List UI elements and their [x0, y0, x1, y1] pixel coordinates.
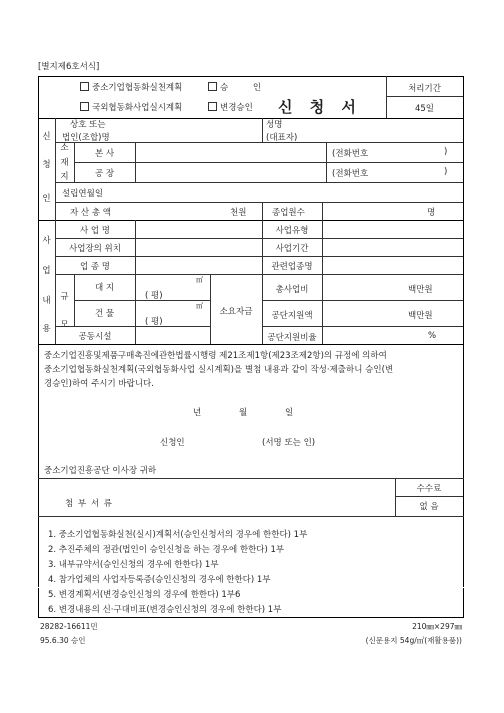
support-amount-label: 공단지원액 [271, 311, 313, 321]
row-line [38, 478, 464, 479]
site-location-label: 사업장의 위치 [69, 244, 121, 254]
project-name-label: 사 업 명 [79, 226, 111, 236]
company-name-label-2: 법인(조합)명 [62, 133, 110, 143]
date-month: 월 [239, 408, 248, 418]
scale-side-char: 모 [60, 320, 69, 330]
attachment-item: 6. 변경내용의 신·구대비표(변경승인신청의 경우에 한한다) 1부 [48, 605, 282, 615]
business-side-char: 사 [42, 236, 51, 246]
location-side-char: 지 [60, 172, 69, 182]
factory-label: 공 장 [94, 169, 115, 179]
date-year: 년 [193, 408, 202, 418]
business-side-char: 내 [42, 296, 51, 306]
statement-line: 중소기업협동화실천계획(국외협동화사업 실시계획)을 별첨 내용과 같이 작성·제출하니 승인(변 [44, 365, 394, 375]
checkbox-icon[interactable] [208, 102, 217, 111]
headquarters-label: 본 사 [94, 149, 115, 159]
total-cost-label: 총사업비 [275, 285, 309, 295]
attachment-item: 2. 추진주체의 정관(법인이 승인신청을 하는 경우에 한한다) 1부 [48, 545, 285, 555]
location-side-char: 소 [60, 143, 69, 153]
date-day: 일 [285, 408, 294, 418]
scale-side-char: 규 [60, 292, 69, 302]
employees-unit: 명 [427, 208, 436, 218]
row-line [55, 182, 463, 183]
fee-label: 수수료 [416, 484, 442, 494]
fee-value: 없 음 [419, 502, 439, 512]
section-divider [38, 220, 464, 221]
header-period-divider [386, 96, 463, 97]
phone-close-paren-2: ) [444, 167, 448, 177]
building-sqm-unit: ㎡ [196, 302, 203, 310]
land-pyeong: ( 평) [145, 291, 163, 301]
option-practice-plan[interactable]: 중소기업협동화실천계획 [80, 81, 182, 93]
form-code: 28282-16611민 [40, 622, 98, 631]
fee-inner-divider [395, 496, 463, 497]
row-line [38, 516, 464, 517]
form-title: 신 청 서 [278, 98, 362, 116]
industry-label: 업 종 명 [79, 262, 111, 272]
applicant-side-char: 청 [42, 160, 51, 170]
checkbox-icon[interactable] [208, 82, 217, 91]
total-cost-unit: 백만원 [408, 285, 433, 295]
addressee: 중소기업진흥공단 이사장 귀하 [44, 466, 157, 476]
row-line [55, 326, 210, 327]
option-overseas-plan[interactable]: 국외협동화사업실시계획 [80, 101, 182, 113]
outer-left-border-ext [38, 587, 39, 617]
row-line [262, 326, 463, 327]
row-line [74, 300, 210, 301]
row-line [55, 202, 463, 203]
frame-gap [38, 587, 464, 588]
approval-date: 95.6.30 승인 [40, 636, 86, 645]
business-side-char: 용 [42, 324, 51, 334]
support-ratio-unit: % [428, 331, 437, 341]
row-line [55, 256, 463, 257]
checkbox-icon[interactable] [80, 102, 89, 111]
capital-divider [262, 202, 263, 220]
row-line [55, 142, 463, 143]
support-ratio-label: 공단지원비율 [267, 333, 317, 343]
building-pyeong: ( 평) [145, 317, 163, 327]
land-label: 대 지 [94, 283, 115, 293]
required-funds-label: 소요자금 [219, 307, 253, 317]
employees-label: 종업원수 [272, 208, 305, 218]
row-line [262, 300, 463, 301]
processing-period-value: 45일 [414, 104, 435, 114]
signature-field[interactable]: (서명 또는 인) [262, 438, 316, 448]
processing-period-label: 처리기간 [408, 84, 441, 94]
phone-label-2: (전화번호 [332, 169, 369, 179]
representative-label-2: (대표자) [266, 133, 298, 143]
support-amount-unit: 백만원 [408, 311, 433, 321]
applicant-sign-label: 신청인 [160, 438, 185, 448]
attachment-item: 1. 중소기업협동화실천(실시)계획서(승인신청서의 경우에 한한다) 1부 [48, 530, 308, 540]
section-divider [38, 344, 464, 345]
project-type-label: 사업유형 [275, 226, 309, 236]
statement-line: 중소기업진흥및제품구매촉진에관한법률시행령 제21조제1항(제23조제2항)의 규정에 의하여 [44, 351, 387, 361]
paper-size: 210㎜×297㎜ [412, 622, 462, 631]
building-label: 건 물 [94, 309, 115, 319]
project-period-label: 사업기간 [275, 244, 309, 254]
attachment-item: 4. 참가업체의 사업자등록증(승인신청의 경우에 한한다) 1부 [48, 575, 271, 585]
outer-top-border [38, 76, 464, 77]
attachment-item: 5. 변경계획서(변경승인신청의 경우에 한한다) 1부6 [48, 590, 241, 600]
option-approval[interactable]: 승 인 [208, 81, 261, 93]
company-name-label: 상호 또는 [70, 120, 106, 130]
applicant-side-char: 신 [42, 132, 51, 142]
total-assets-unit: 천원 [230, 208, 247, 218]
phone-close-paren: ) [444, 147, 448, 157]
location-side-char: 재 [60, 158, 69, 168]
outer-right-border [463, 76, 464, 588]
statement-line: 경승인)하여 주시기 바랍니다. [44, 379, 154, 389]
related-industry-label: 관련업종명 [271, 262, 313, 272]
total-assets-label: 자 산 총 액 [70, 208, 111, 218]
land-sqm-unit: ㎡ [196, 276, 203, 284]
common-facilities-label: 공동시설 [78, 332, 112, 342]
capital-divider-2 [322, 202, 323, 220]
phone-label: (전화번호 [332, 149, 369, 159]
outer-right-border-ext [463, 587, 464, 617]
paper-spec: (신문용지 54g/㎡(재활용품)) [365, 636, 462, 645]
option-change-approval[interactable]: 변경승인 [208, 101, 253, 113]
attachment-item: 3. 내부규약서(승인신청의 경우에 한한다) 1부 [48, 560, 219, 570]
business-side-char: 업 [42, 266, 51, 276]
row-line [55, 274, 463, 275]
attachments-label: 첨 부 서 류 [65, 499, 113, 509]
checkbox-icon[interactable] [80, 82, 89, 91]
representative-label: 성명 [266, 120, 283, 130]
row-line [55, 238, 463, 239]
row-line [74, 162, 463, 163]
applicant-side-char: 인 [42, 194, 51, 204]
founded-date-label: 설립연월일 [62, 189, 104, 199]
outer-bottom-border-final [38, 617, 464, 618]
form-number: [별지제6호서식] [38, 62, 100, 72]
name-rep-divider [262, 118, 263, 142]
